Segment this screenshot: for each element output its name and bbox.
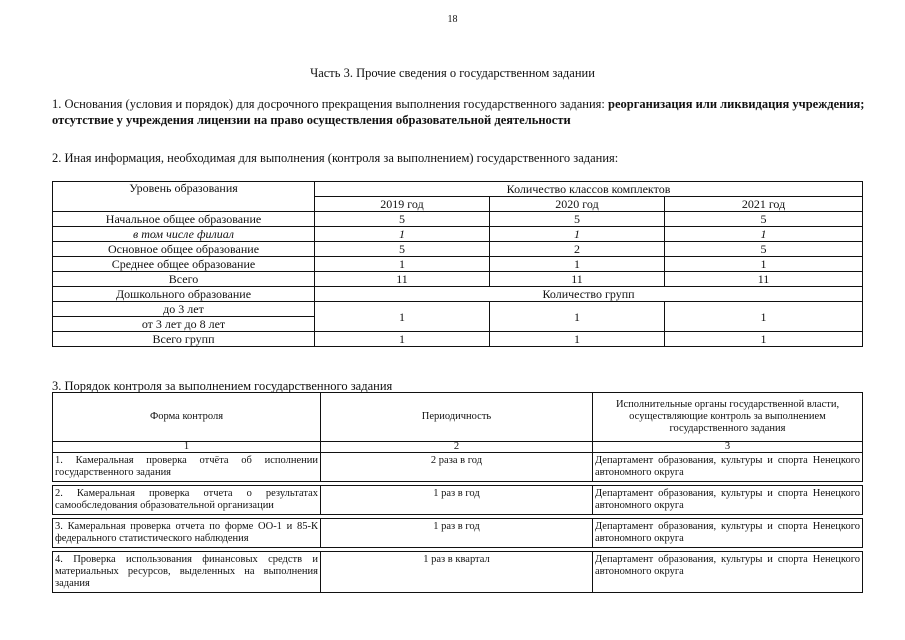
row-value: 1 <box>315 257 490 272</box>
control-form: 3. Камеральная проверка отчета по форме ОО-1 и 85-К федерального статистического наблюдения <box>53 519 321 548</box>
row-value: 11 <box>490 272 665 287</box>
control-period: 1 раз в год <box>321 486 593 515</box>
age-value: 1 <box>315 302 490 332</box>
row-value: 2 <box>490 242 665 257</box>
total-groups-value: 1 <box>665 332 863 347</box>
table-row <box>53 227 863 242</box>
classes-table <box>52 181 863 347</box>
row-value: 5 <box>490 212 665 227</box>
control-authority: Департамент образования, культуры и спорта Ненецкого автономного округа <box>593 486 863 515</box>
total-groups-value: 1 <box>490 332 665 347</box>
control-period: 2 раза в год <box>321 453 593 482</box>
header-classes: Количество классов комплектов <box>315 182 863 197</box>
control-form: 1. Камеральная проверка отчёта об исполнении государственного задания <box>53 453 321 482</box>
control-authority: Департамент образования, культуры и спорта Ненецкого автономного округа <box>593 453 863 482</box>
header-year-2020: 2020 год <box>490 197 665 212</box>
row-value: 11 <box>315 272 490 287</box>
header-form: Форма контроля <box>53 393 321 442</box>
row-value: 5 <box>315 212 490 227</box>
row-label: Всего <box>53 272 315 287</box>
table-row <box>53 272 863 287</box>
row-value: 5 <box>315 242 490 257</box>
row-label: Среднее общее образование <box>53 257 315 272</box>
age-value: 1 <box>665 302 863 332</box>
table-row <box>53 242 863 257</box>
age-value: 1 <box>490 302 665 332</box>
total-groups-value: 1 <box>315 332 490 347</box>
row-label: Начальное общее образование <box>53 212 315 227</box>
row-value: 11 <box>665 272 863 287</box>
control-form: 4. Проверка использования финансовых средств и материальных ресурсов, выделенных на выполнения задания <box>53 552 321 593</box>
control-authority: Департамент образования, культуры и спорта Ненецкого автономного округа <box>593 519 863 548</box>
row-value: 1 <box>665 227 863 242</box>
preschool-label: Дошкольного образование <box>53 287 315 302</box>
header-authority: Исполнительные органы государственной власти, осуществляющие контроль за выполнением государственного задания <box>593 393 863 442</box>
control-period: 1 раз в год <box>321 519 593 548</box>
row-value: 1 <box>490 257 665 272</box>
row-value: 5 <box>665 212 863 227</box>
table-row <box>53 486 863 515</box>
header-level: Уровень образования <box>53 182 315 212</box>
row-value: 5 <box>665 242 863 257</box>
age-3-to-8: от 3 лет до 8 лет <box>53 317 315 332</box>
section-1-bold: реорганизация или ликвидация учреждения; отсутствие у учреждения лицензии на право осуществления образовательной деятельности <box>52 97 865 127</box>
groups-label: Количество групп <box>315 287 863 302</box>
control-authority: Департамент образования, культуры и спорта Ненецкого автономного округа <box>593 552 863 593</box>
column-number: 2 <box>321 442 593 453</box>
control-form: 2. Камеральная проверка отчета о результатах самообследования образовательной организации <box>53 486 321 515</box>
row-value: 1 <box>315 227 490 242</box>
table-row <box>53 212 863 227</box>
header-year-2021: 2021 год <box>665 197 863 212</box>
section-3-title: 3. Порядок контроля за выполнением государственного задания <box>52 379 393 393</box>
table-row <box>53 552 863 593</box>
row-label: в том числе филиал <box>53 227 315 242</box>
section-2-title: 2. Иная информация, необходимая для выполнения (контроля за выполнением) государственного задания: <box>52 151 619 165</box>
section-1-text: 1. Основания (условия и порядок) для досрочного прекращения выполнения государственного задания: <box>52 97 609 111</box>
row-value: 1 <box>665 257 863 272</box>
control-period: 1 раз в квартал <box>321 552 593 593</box>
table-row <box>53 453 863 482</box>
row-label: Основное общее образование <box>53 242 315 257</box>
row-value: 1 <box>490 227 665 242</box>
total-groups-label: Всего групп <box>53 332 315 347</box>
table-row <box>53 519 863 548</box>
page-number: 18 <box>447 14 458 25</box>
table-row <box>53 257 863 272</box>
part-title: Часть 3. Прочие сведения о государственном задании <box>310 66 595 80</box>
header-year-2019: 2019 год <box>315 197 490 212</box>
column-number: 3 <box>593 442 863 453</box>
section-1 <box>52 96 872 128</box>
header-period: Периодичность <box>321 393 593 442</box>
control-table <box>52 392 863 593</box>
age-under-3: до 3 лет <box>53 302 315 317</box>
column-number: 1 <box>53 442 321 453</box>
